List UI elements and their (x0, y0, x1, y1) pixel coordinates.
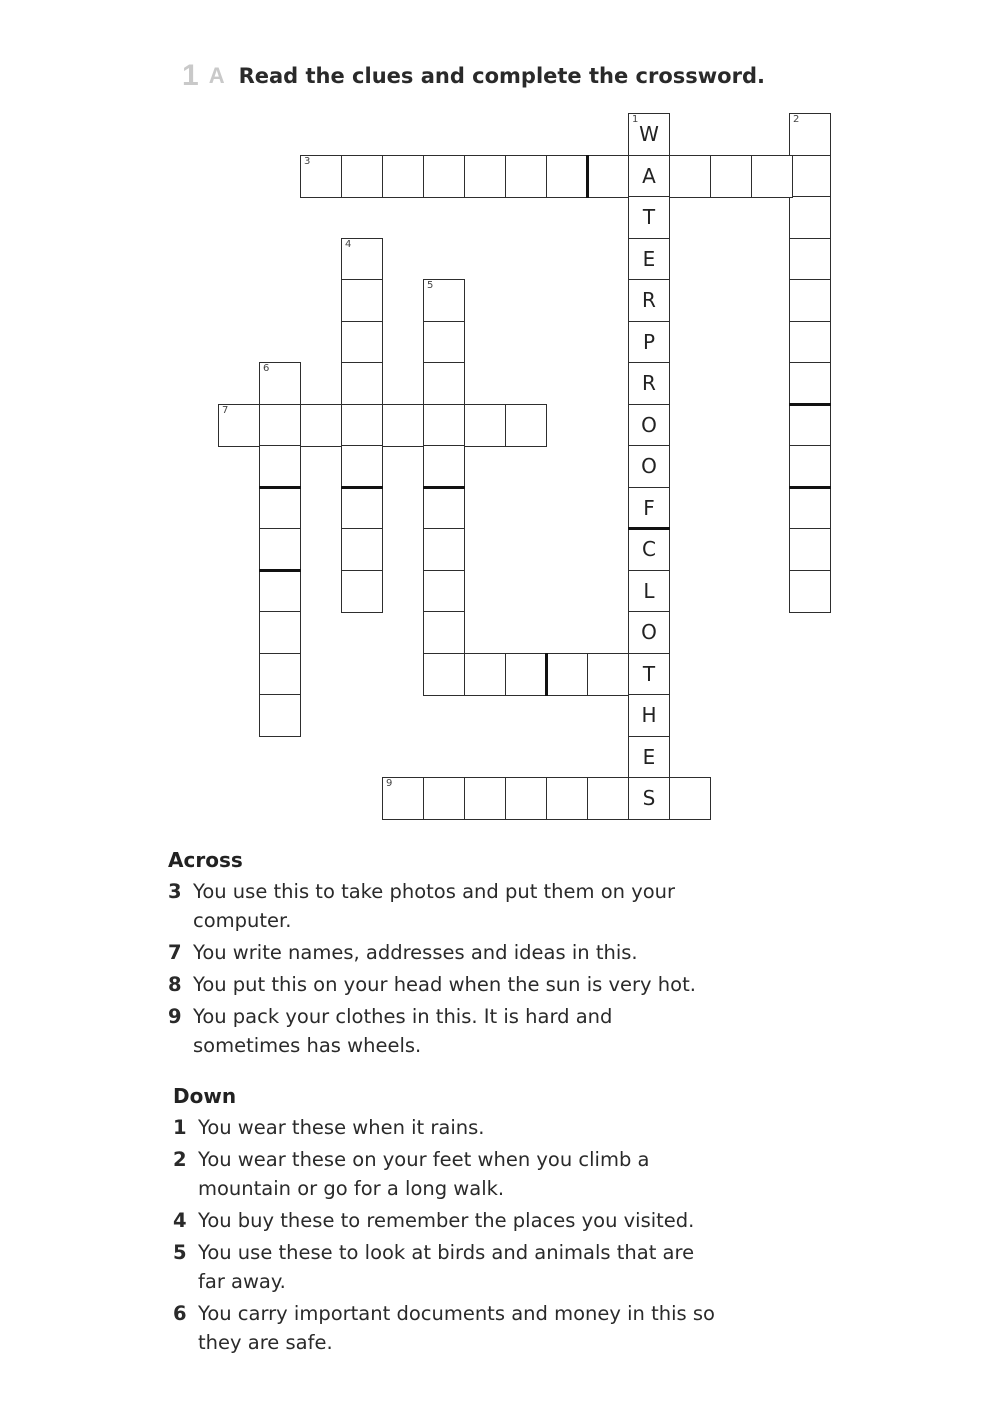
cell-letter (790, 446, 830, 487)
clue-number: 1 (173, 1116, 187, 1139)
cell-letter: A (642, 164, 656, 189)
crossword-cell[interactable] (789, 279, 831, 322)
cell-letter (506, 156, 546, 197)
cell-letter (342, 363, 382, 404)
cell-letter (424, 363, 464, 404)
word-break-bar (545, 653, 548, 696)
cell-letter (424, 654, 464, 695)
cell-letter (752, 156, 792, 197)
clue-down-1 (173, 1113, 718, 1142)
crossword-cell[interactable] (628, 279, 670, 322)
across-heading: Across (168, 848, 243, 872)
cell-letter (465, 654, 505, 695)
cell-letter (790, 571, 830, 612)
cell-letter (424, 612, 464, 653)
clue-across-3 (168, 877, 713, 935)
crossword-cell[interactable] (341, 279, 383, 322)
crossword-cell[interactable] (259, 528, 301, 571)
crossword-cell[interactable] (789, 196, 831, 239)
word-break-bar (789, 403, 831, 406)
cell-letter (260, 363, 300, 404)
cell-letter (547, 156, 587, 197)
cell-letter: E (642, 247, 656, 272)
cell-letter (342, 571, 382, 612)
crossword-cell[interactable] (341, 570, 383, 613)
clue-down-6 (173, 1299, 718, 1357)
cell-letter (342, 446, 382, 487)
crossword-cell[interactable] (628, 155, 670, 198)
cell-letter: P (642, 330, 656, 355)
clue-text: You use these to look at birds and animals that are far away. (198, 1241, 695, 1293)
crossword-cell[interactable] (259, 404, 301, 447)
crossword-cell[interactable] (587, 777, 629, 820)
cell-letter (383, 778, 423, 819)
crossword-cell[interactable] (341, 404, 383, 447)
crossword-cell[interactable] (423, 404, 465, 447)
clue-across-8 (168, 970, 713, 999)
word-break-bar (423, 486, 465, 489)
cell-letter (260, 529, 300, 570)
word-break-bar (789, 486, 831, 489)
clue-text: You write names, addresses and ideas in this. (193, 941, 638, 964)
crossword-cell[interactable] (423, 777, 465, 820)
word-break-bar (628, 527, 670, 530)
crossword-cell[interactable] (300, 404, 342, 447)
crossword-cell[interactable] (505, 404, 547, 447)
crossword-cell[interactable] (382, 404, 424, 447)
clue-number: 5 (173, 1241, 187, 1264)
crossword-cell[interactable] (341, 155, 383, 198)
cell-letter (588, 654, 628, 695)
crossword-cell[interactable] (628, 611, 670, 654)
crossword-cell[interactable] (751, 155, 793, 198)
cell-letter (424, 778, 464, 819)
crossword-cell[interactable] (710, 155, 752, 198)
clue-number-label: 6 (263, 363, 270, 374)
cell-letter (711, 156, 751, 197)
crossword-cell[interactable] (587, 155, 629, 198)
cell-letter (506, 778, 546, 819)
cell-letter: O (641, 454, 657, 479)
clue-across-9 (168, 1002, 713, 1060)
crossword-cell[interactable] (628, 528, 670, 571)
crossword-cell[interactable] (341, 487, 383, 530)
clue-text: You use this to take photos and put them on your computer. (193, 880, 676, 932)
crossword-cell[interactable] (423, 445, 465, 488)
cell-letter: O (641, 413, 657, 438)
across-clues (168, 845, 713, 1063)
cell-letter (547, 654, 587, 695)
clue-number-label: 9 (386, 778, 393, 789)
crossword-cell[interactable] (669, 155, 711, 198)
crossword-cell[interactable] (464, 653, 506, 696)
crossword-cell[interactable] (218, 404, 260, 447)
cell-letter (260, 654, 300, 695)
crossword-cell[interactable] (341, 362, 383, 405)
cell-letter (301, 405, 341, 446)
crossword-cell[interactable] (423, 570, 465, 613)
clue-text: You wear these on your feet when you climb a mountain or go for a long walk. (198, 1148, 650, 1200)
cell-letter: R (642, 371, 656, 396)
cell-letter (790, 488, 830, 529)
cell-letter (790, 363, 830, 404)
cell-letter: L (643, 579, 655, 604)
crossword-cell[interactable] (789, 404, 831, 447)
clue-text: You wear these when it rains. (198, 1116, 485, 1139)
crossword-cell[interactable] (423, 528, 465, 571)
clue-number: 6 (173, 1302, 187, 1325)
cell-letter (465, 405, 505, 446)
cell-letter (260, 488, 300, 529)
crossword-cell[interactable] (628, 404, 670, 447)
crossword-cell[interactable] (628, 570, 670, 613)
cell-letter (424, 446, 464, 487)
cell-letter (790, 197, 830, 238)
clue-text: You pack your clothes in this. It is hard and sometimes has wheels. (193, 1005, 613, 1057)
clue-number-label: 3 (304, 156, 311, 167)
cell-letter (790, 156, 830, 197)
cell-letter: R (642, 288, 656, 313)
cell-letter (260, 571, 300, 612)
cell-letter (301, 156, 341, 197)
clue-number: 9 (168, 1005, 182, 1028)
cell-letter (547, 778, 587, 819)
cell-letter (424, 280, 464, 321)
crossword-cell[interactable] (341, 528, 383, 571)
crossword-cell[interactable] (546, 653, 588, 696)
crossword-cell[interactable] (669, 777, 711, 820)
crossword-cell[interactable] (423, 653, 465, 696)
crossword-cell[interactable] (259, 570, 301, 613)
crossword-cell[interactable] (789, 487, 831, 530)
crossword-cell[interactable] (341, 321, 383, 364)
crossword-cell[interactable] (628, 196, 670, 239)
cell-letter: O (641, 620, 657, 645)
crossword-cell[interactable] (464, 777, 506, 820)
cell-letter (790, 529, 830, 570)
crossword-cell[interactable] (789, 445, 831, 488)
crossword-cell[interactable] (628, 445, 670, 488)
clue-across-7 (168, 938, 713, 967)
cell-letter: H (641, 703, 657, 728)
crossword-cell[interactable] (628, 736, 670, 779)
clue-text: You put this on your head when the sun is very hot. (193, 973, 696, 996)
crossword-cell[interactable] (789, 238, 831, 281)
crossword-cell[interactable] (259, 653, 301, 696)
cell-letter: W (639, 122, 659, 147)
instruction-text: Read the clues and complete the crossword. (238, 64, 765, 88)
clue-number: 2 (173, 1148, 187, 1171)
cell-letter (342, 529, 382, 570)
cell-letter (424, 322, 464, 363)
crossword-cell[interactable] (423, 321, 465, 364)
cell-letter (670, 156, 710, 197)
cell-letter (424, 571, 464, 612)
word-break-bar (259, 486, 301, 489)
crossword-cell[interactable] (789, 362, 831, 405)
cell-letter (424, 156, 464, 197)
clue-number-label: 2 (793, 114, 800, 125)
crossword-cell[interactable] (464, 155, 506, 198)
clue-number: 8 (168, 973, 182, 996)
clue-number: 4 (173, 1209, 187, 1232)
crossword-cell[interactable] (628, 653, 670, 696)
crossword-cell[interactable] (259, 611, 301, 654)
down-heading: Down (173, 1084, 237, 1108)
crossword-cell[interactable] (259, 445, 301, 488)
cell-letter: F (643, 496, 655, 521)
crossword-cell[interactable] (546, 777, 588, 820)
clue-number-label: 7 (222, 405, 229, 416)
cell-letter (790, 114, 830, 155)
crossword-cell[interactable] (423, 487, 465, 530)
crossword-cell[interactable] (628, 362, 670, 405)
cell-letter: C (642, 537, 656, 562)
cell-letter (260, 695, 300, 736)
crossword-cell[interactable] (628, 113, 670, 156)
cell-letter: T (642, 662, 656, 687)
word-break-bar (259, 569, 301, 572)
cell-letter (465, 156, 505, 197)
clue-number-label: 1 (632, 114, 639, 125)
crossword-cell[interactable] (628, 487, 670, 530)
crossword-cell[interactable] (259, 487, 301, 530)
cell-letter: T (642, 205, 656, 230)
crossword-cell[interactable] (423, 611, 465, 654)
crossword-cell[interactable] (300, 155, 342, 198)
crossword-cell[interactable] (505, 653, 547, 696)
crossword-cell[interactable] (382, 777, 424, 820)
cell-letter (219, 405, 259, 446)
cell-letter (383, 405, 423, 446)
exercise-number: 1 (182, 59, 199, 92)
exercise-letter: A (208, 63, 225, 88)
crossword-cell[interactable] (341, 238, 383, 281)
cell-letter (383, 156, 423, 197)
crossword-cell[interactable] (423, 362, 465, 405)
cell-letter (424, 529, 464, 570)
cell-letter (260, 612, 300, 653)
crossword-cell[interactable] (628, 777, 670, 820)
cell-letter (342, 488, 382, 529)
crossword-cell[interactable] (789, 528, 831, 571)
cell-letter (506, 405, 546, 446)
crossword-cell[interactable] (423, 279, 465, 322)
crossword-cell[interactable] (505, 777, 547, 820)
clue-down-5 (173, 1238, 718, 1296)
cell-letter (506, 654, 546, 695)
cell-letter (670, 778, 710, 819)
cell-letter (424, 488, 464, 529)
crossword-cell[interactable] (587, 653, 629, 696)
crossword-cell[interactable] (789, 113, 831, 156)
crossword-cell[interactable] (259, 694, 301, 737)
cell-letter (342, 280, 382, 321)
cell-letter (790, 239, 830, 280)
crossword-cell[interactable] (464, 404, 506, 447)
cell-letter (424, 405, 464, 446)
crossword-cell[interactable] (789, 321, 831, 364)
crossword-cell[interactable] (628, 694, 670, 737)
cell-letter (588, 778, 628, 819)
clue-down-4 (173, 1206, 718, 1235)
cell-letter (790, 322, 830, 363)
word-break-bar (586, 155, 589, 198)
cell-letter: S (642, 786, 656, 811)
cell-letter (342, 239, 382, 280)
crossword-cell[interactable] (341, 445, 383, 488)
crossword-cell[interactable] (628, 321, 670, 364)
crossword-cell[interactable] (382, 155, 424, 198)
clue-number: 7 (168, 941, 182, 964)
clue-text: You buy these to remember the places you visited. (198, 1209, 695, 1232)
cell-letter (790, 280, 830, 321)
crossword-cell[interactable] (505, 155, 547, 198)
cell-letter (342, 322, 382, 363)
crossword-cell[interactable] (423, 155, 465, 198)
clue-number-label: 4 (345, 239, 352, 250)
clue-number: 3 (168, 880, 182, 903)
crossword-cell[interactable] (628, 238, 670, 281)
cell-letter (465, 778, 505, 819)
cell-letter (260, 446, 300, 487)
clue-text: You carry important documents and money in this so they are safe. (198, 1302, 715, 1354)
crossword-cell[interactable] (789, 570, 831, 613)
cell-letter (790, 405, 830, 446)
cell-letter (342, 156, 382, 197)
cell-letter (342, 405, 382, 446)
down-clues (173, 1081, 718, 1360)
crossword-cell[interactable] (546, 155, 588, 198)
cell-letter (588, 156, 628, 197)
clue-number-label: 5 (427, 280, 434, 291)
clue-down-2 (173, 1145, 718, 1203)
crossword-cell[interactable] (789, 155, 831, 198)
cell-letter: E (642, 745, 656, 770)
crossword-cell[interactable] (259, 362, 301, 405)
cell-letter (260, 405, 300, 446)
word-break-bar (341, 486, 383, 489)
